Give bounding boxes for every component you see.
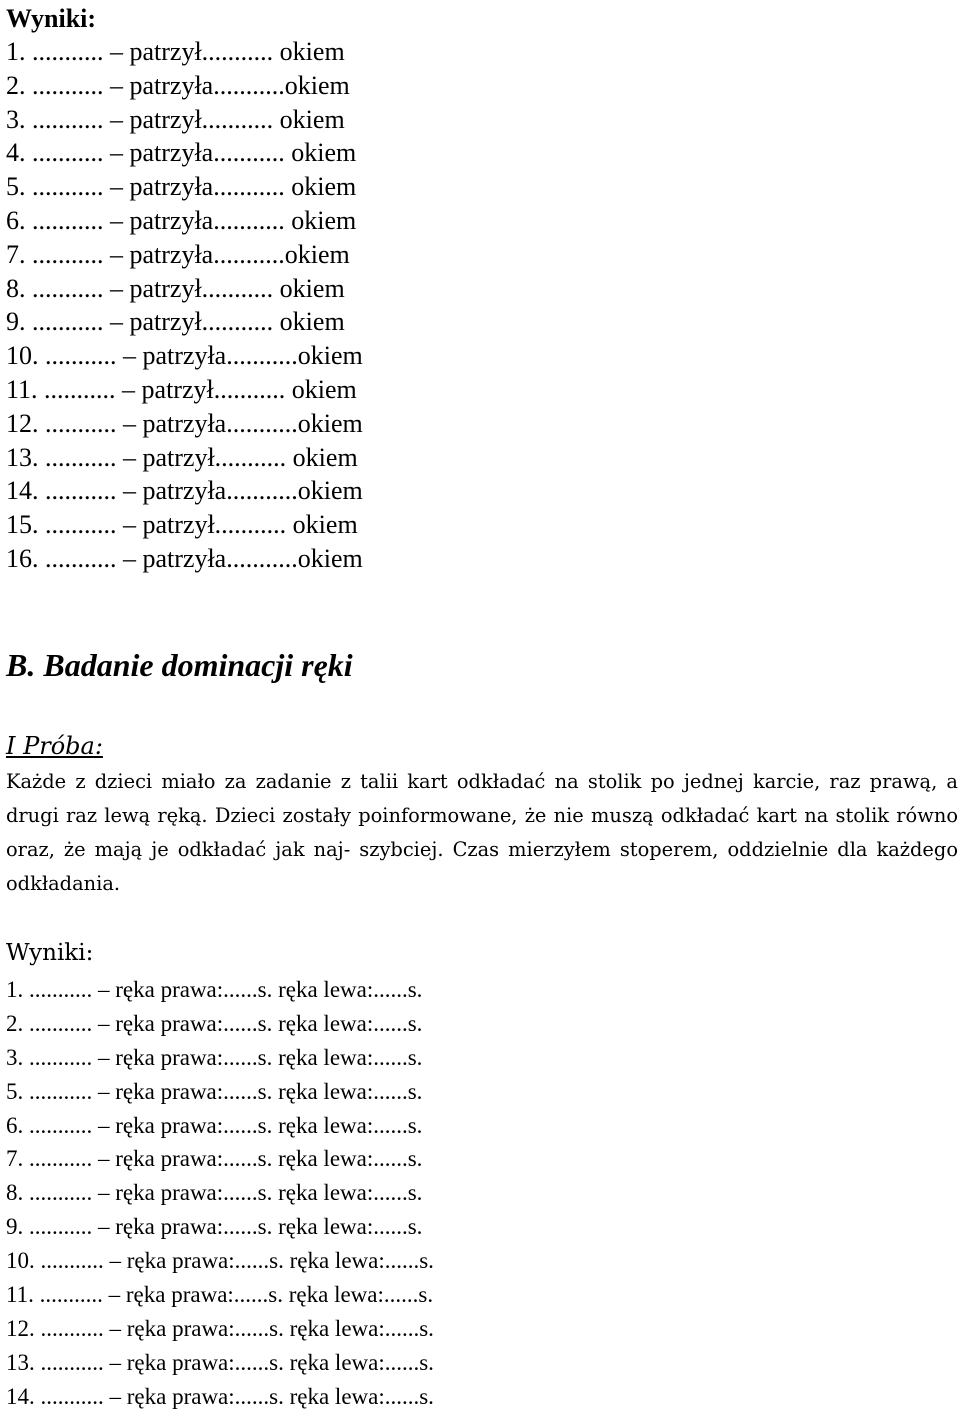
list-item: 8. ........... – ręka prawa:......s. ręka lewa:......s. [6,1180,423,1206]
list-item: 8. ........... – patrzył........... okiem [6,273,345,303]
list-item: 9. ........... – patrzył........... okiem [6,307,345,337]
list-item: 12. ........... – patrzyła...........okiem [6,408,363,438]
trial-heading: I Próba: [6,732,103,760]
list-item: 1. ........... – patrzył........... okiem [6,37,345,66]
list-item: 5. ........... – patrzyła........... okiem [6,172,357,202]
list-item: 13. ........... – ręka prawa:......s. ręka lewa:......s. [6,1349,434,1375]
list-item: 14. ........... – ręka prawa:......s. ręka lewa:......s. [6,1383,434,1409]
list-item: 5. ........... – ręka prawa:......s. ręka lewa:......s. [6,1078,423,1104]
list-item: 10. ........... – patrzyła...........okiem [6,341,363,371]
list-item: 16. ........... – patrzyła...........okiem [6,543,363,573]
list-item: 11. ........... – ręka prawa:......s. ręka lewa:......s. [6,1282,434,1308]
list-item: 13. ........... – patrzył........... okiem [6,442,358,472]
list-item: 14. ........... – patrzyła...........okiem [6,476,363,506]
results-heading-1: Wyniki: [6,4,97,33]
list-item: 7. ........... – patrzyła...........okiem [6,239,350,269]
list-item: 11. ........... – patrzył........... okiem [6,374,357,404]
list-item: 3. ........... – patrzył........... okiem [6,104,345,134]
list-item: 2. ........... – patrzyła...........okiem [6,70,350,100]
list-item: 2. ........... – ręka prawa:......s. ręka lewa:......s. [6,1010,423,1036]
results-heading-2: Wyniki: [6,940,94,966]
eye-results-list [6,35,363,576]
list-item: 4. ........... – patrzyła........... okiem [6,138,357,168]
hand-results-list [6,973,434,1414]
list-item: 10. ........... – ręka prawa:......s. ręka lewa:......s. [6,1248,434,1274]
section-title: B. Badanie dominacji ręki [6,647,353,683]
list-item: 1. ........... – ręka prawa:......s. ręka lewa:......s. [6,977,423,1002]
list-item: 3. ........... – ręka prawa:......s. ręka lewa:......s. [6,1044,423,1070]
list-item: 9. ........... – ręka prawa:......s. ręka lewa:......s. [6,1214,423,1240]
list-item: 6. ........... – ręka prawa:......s. ręka lewa:......s. [6,1112,423,1138]
trial-description: Każde z dzieci miało za zadanie z talii kart odkładać na stolik po jednej karcie, raz prawą, a drugi raz lewą ręką. Dzieci zostały poinformowane, że nie muszą odkładać kart na stolik równo oraz, że mają je odkładać jak naj- szybciej. Czas mierzyłem stoperem, oddzielnie dla każdego odkładania. [6,770,958,895]
list-item: 6. ........... – patrzyła........... okiem [6,205,357,235]
list-item: 15. ........... – patrzył........... okiem [6,510,358,540]
list-item: 7. ........... – ręka prawa:......s. ręka lewa:......s. [6,1146,423,1172]
list-item: 12. ........... – ręka prawa:......s. ręka lewa:......s. [6,1315,434,1341]
